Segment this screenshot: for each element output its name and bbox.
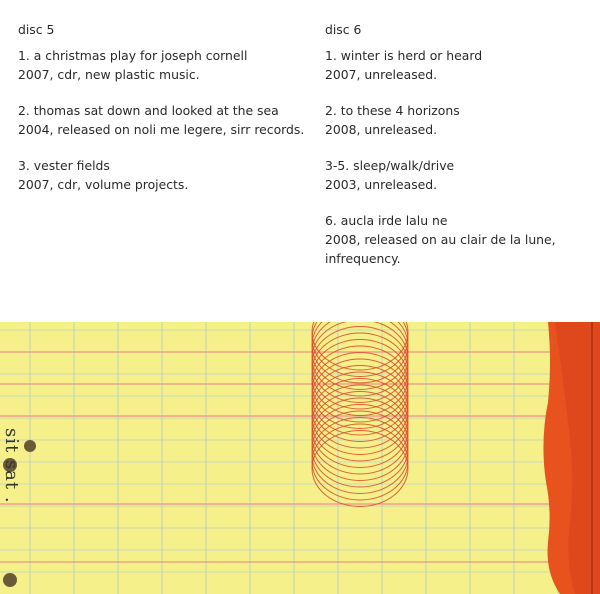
track-item [18, 101, 304, 139]
disc-6-column [325, 20, 556, 285]
track-title: 1. winter is herd or heard [325, 48, 483, 63]
ledger-grid-artwork [0, 322, 600, 594]
track-info: 2004, released on noli me legere, sirr records. [18, 122, 305, 137]
ink-dot [3, 573, 17, 587]
track-info: 2008, released on au clair de la lune, [325, 232, 556, 247]
track-item [325, 101, 556, 139]
track-title: 2. thomas sat down and looked at the sea [18, 103, 279, 118]
ink-dot [24, 440, 36, 452]
disc-6-heading: disc 6 [325, 22, 362, 37]
track-item [325, 211, 556, 268]
artwork-panel [0, 322, 600, 594]
track-item [18, 156, 304, 194]
track-title: 3. vester fields [18, 158, 110, 173]
track-title: 6. aucla irde lalu ne [325, 213, 448, 228]
disc-5-heading: disc 5 [18, 22, 55, 37]
track-title: 3-5. sleep/walk/drive [325, 158, 455, 173]
track-item [325, 156, 556, 194]
artwork-text-sit-sat: sit sat . [1, 428, 22, 504]
track-item [18, 46, 304, 84]
track-info: 2007, cdr, volume projects. [18, 177, 189, 192]
track-info: 2003, unreleased. [325, 177, 438, 192]
track-info: 2007, cdr, new plastic music. [18, 67, 200, 82]
disc-5-column [18, 20, 304, 211]
track-title: 1. a christmas play for joseph cornell [18, 48, 248, 63]
spiral-coil-ring [312, 322, 408, 390]
track-info: 2008, unreleased. [325, 122, 438, 137]
track-info-continued: infrequency. [325, 251, 401, 266]
track-title: 2. to these 4 horizons [325, 103, 460, 118]
track-item [325, 46, 556, 84]
track-info: 2007, unreleased. [325, 67, 438, 82]
